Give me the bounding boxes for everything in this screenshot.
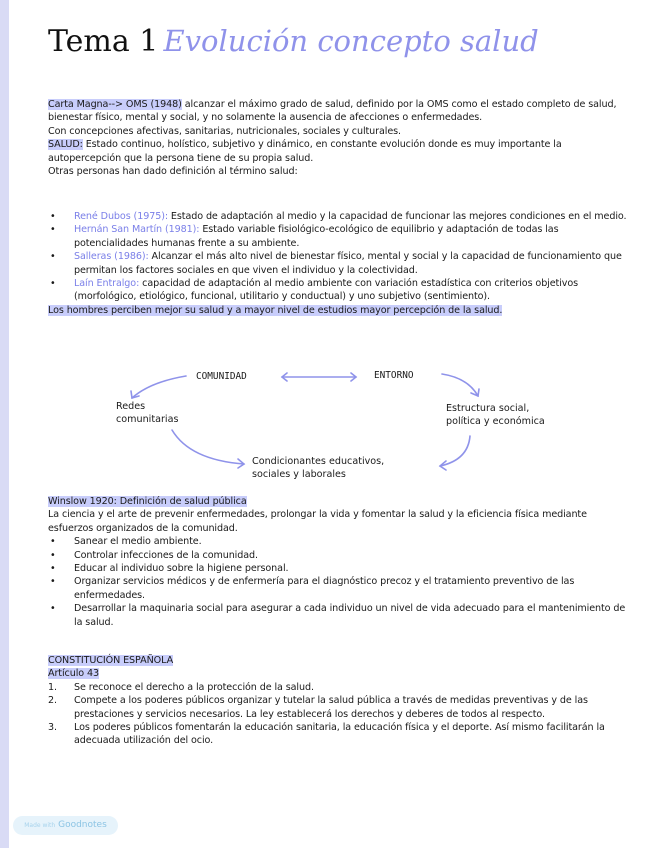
salud-text: Estado continuo, holístico, subjetivo y dinámico, en constante evolución donde es muy importante la autopercepción que la persona tiene de su propia salud. (48, 139, 562, 164)
item-number: 3. (48, 722, 57, 734)
diagram-condicionantes (252, 455, 384, 481)
diagram-estructura-line1: Estructura social, (446, 403, 530, 414)
authors-section (48, 210, 628, 317)
diagram-redes-line2: comunitarias (116, 414, 179, 425)
brand-label: Goodnotes (58, 820, 107, 830)
oms-paragraph (48, 98, 628, 125)
item-number: 2. (48, 695, 57, 707)
diagram-entorno: ENTORNO (374, 370, 414, 381)
diagram-condicionantes-line1: Condicionantes educativos, (252, 456, 385, 467)
others-line: Otras personas han dado definición al término salud: (48, 166, 298, 178)
winslow-list (48, 535, 628, 629)
constitucion-section (48, 654, 628, 748)
winslow-text: La ciencia y el arte de prevenir enfermedades, prolongar la vida y fomentar la salud y la eficiencia física mediante esfuerzos organizados de la comunidad. (48, 509, 587, 534)
author-name: René Dubos (1975): (74, 211, 168, 222)
arrow-to-condicionantes (172, 430, 244, 464)
salud-paragraph (48, 138, 628, 165)
list-item (48, 681, 628, 694)
list-item: • Sanear el medio ambiente. (48, 535, 628, 548)
author-name: Hernán San Martín (1981): (74, 224, 200, 236)
constitucion-heading (48, 654, 628, 667)
diagram-redes-line1: Redes (116, 401, 146, 412)
author-text: Estado variable fisiológico-ecológico de equilibrio y adaptación de todas las potencialidades humanas frente a su ambiente. (74, 224, 559, 249)
made-with-label: Made with (24, 822, 56, 829)
item-text: Los poderes públicos fomentarán la educación sanitaria, la educación física y el deporte. Así mismo facilitarán la adecuada utilización del ocio. (74, 722, 605, 747)
conclusion-text: Los hombres perciben mejor su salud y a mayor nivel de estudios mayor percepción de la salud. (48, 304, 503, 316)
list-item (48, 210, 628, 223)
diagram-estructura (446, 402, 545, 428)
oms-text: alcanzar el máximo grado de salud, definido por la OMS como el estado completo de salud, bienestar físico, mental y social, y no solamente la ausencia de afecciones o enfermedades. (48, 99, 617, 124)
list-item (48, 694, 628, 721)
author-text: Alcanzar el más alto nivel de bienestar físico, mental y social y la capacidad de funcionamiento que permitan los factores sociales en que viven el individuo y la colectividad. (74, 251, 622, 276)
list-item (48, 223, 628, 250)
list-item: • Controlar infecciones de la comunidad. (48, 549, 628, 562)
author-text: Estado de adaptación al medio y la capacidad de funcionar las mejores condiciones en el medio. (167, 211, 627, 222)
arrow-to-estructura (442, 374, 478, 396)
author-text: capacidad de adaptación al medio ambiente con variación estadística con criterios objetivos (morfológico, etiológico, funcional, utilitario y conductual) y uno subjetivo (sentimiento). (74, 278, 579, 303)
item-text: Compete a los poderes públicos organizar y tutelar la salud pública a través de medidas preventivas y de las prestaciones y servicios necesarios. La ley establecerá los derechos y deberes de todos al respecto. (74, 695, 588, 720)
author-name: Laín Entralgo: (74, 278, 140, 290)
list-item (48, 277, 628, 304)
goodnotes-badge (13, 816, 118, 835)
list-item: • Organizar servicios médicos y de enfermería para el diagnóstico precoz y el tratamiento preventivo de las enfermedades. (48, 575, 628, 602)
articulo-list (48, 681, 628, 748)
diagram-estructura-line2: política y económica (446, 416, 545, 427)
list-item: • Desarrollar la maquinaria social para asegurar a cada individuo un nivel de vida adecuado para el mantenimiento de la salud. (48, 602, 628, 629)
constitucion-label: CONSTITUCIÓN ESPAÑOLA (48, 655, 174, 666)
diagram-redes (116, 400, 178, 426)
authors-list (48, 210, 628, 304)
diagram-condicionantes-line2: sociales y laborales (252, 469, 346, 480)
articulo-heading (48, 667, 628, 680)
salud-label: SALUD: (48, 139, 83, 151)
item-text: Se reconoce el derecho a la protección de la salud. (74, 681, 314, 693)
title-prefix: Tema 1 (48, 24, 159, 59)
winslow-label: Winslow 1920: Definición de salud pública (48, 496, 247, 507)
item-number: 1. (48, 681, 57, 693)
author-name: Salleras (1986): (74, 251, 149, 263)
oms-label: Carta Magna--> OMS (1948) (48, 99, 182, 110)
oms-line2: Con concepciones afectivas, sanitarias, nutricionales, sociales y culturales. (48, 125, 401, 137)
winslow-section (48, 495, 628, 629)
title-main: Evolución concepto salud (163, 24, 539, 58)
winslow-heading (48, 495, 628, 508)
oms-section (48, 98, 628, 178)
list-item (48, 250, 628, 277)
arrow-to-redes (132, 376, 186, 398)
list-item: • Educar al individuo sobre la higiene personal. (48, 562, 628, 575)
conclusion (48, 304, 628, 317)
list-item (48, 721, 628, 748)
articulo-label: Artículo 43 (48, 668, 99, 680)
page-title (48, 24, 539, 59)
diagram-comunidad: COMUNIDAD (196, 371, 247, 382)
